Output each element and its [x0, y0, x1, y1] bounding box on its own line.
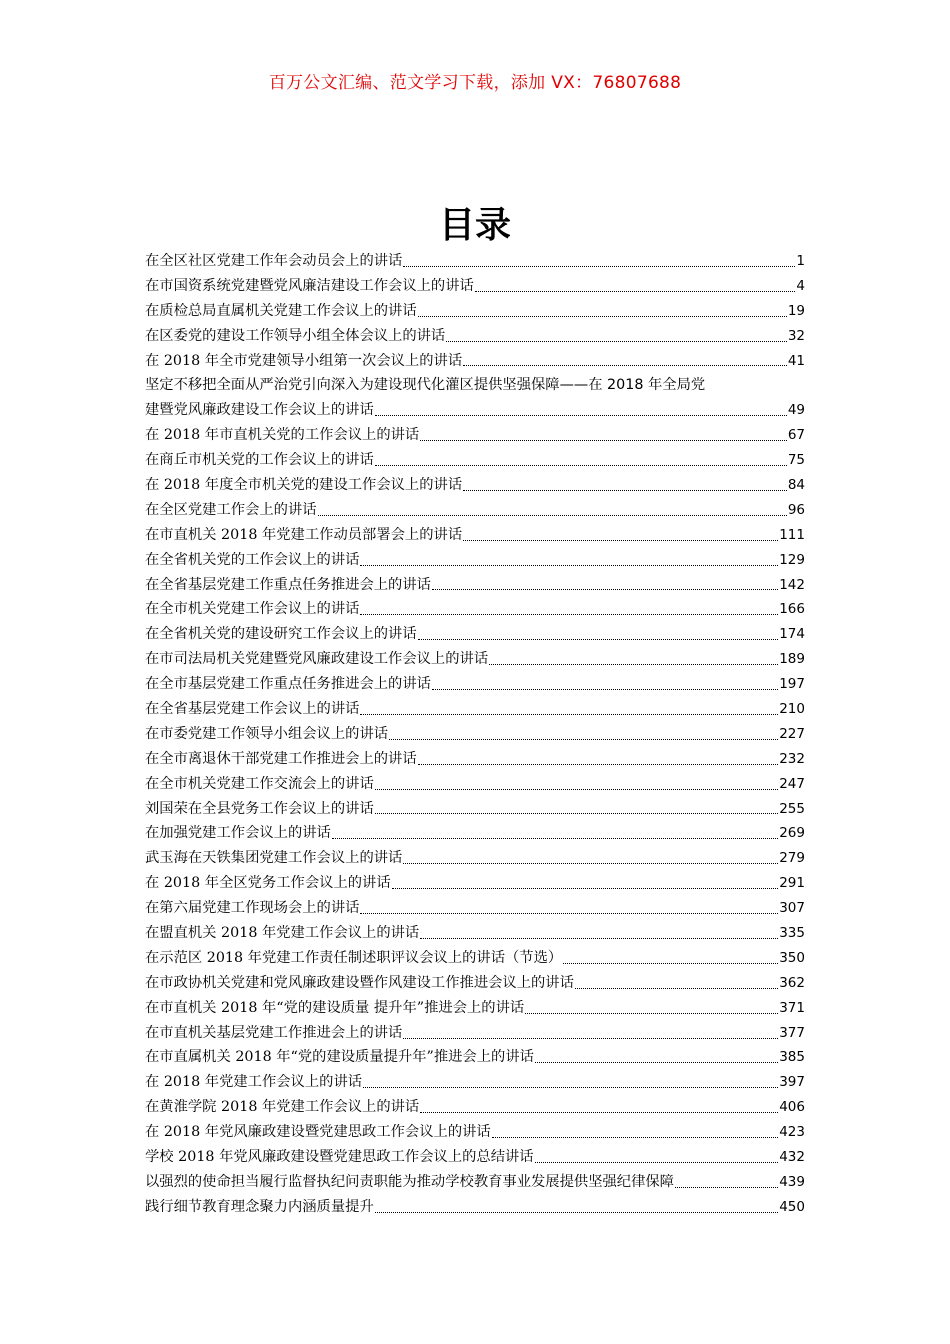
toc-entry-page: 450 [779, 1198, 805, 1215]
toc-entry[interactable] [145, 448, 805, 473]
toc-group-first [145, 249, 805, 373]
toc-entry-title: 在商丘市机关党的工作会议上的讲话 [145, 452, 374, 469]
toc-entry-title: 在黄淮学院 2018 年党建工作会议上的讲话 [145, 1099, 420, 1116]
toc-leader-dots [563, 963, 778, 964]
toc-entry-title: 在盟直机关 2018 年党建工作会议上的讲话 [145, 925, 420, 942]
toc-entry-title: 在区委党的建设工作领导小组全体会议上的讲话 [145, 327, 446, 344]
toc-entry-special-page: 49 [787, 402, 805, 419]
toc-entry[interactable] [145, 921, 805, 946]
toc-leader-dots [318, 515, 787, 516]
toc-entry-page: 19 [787, 302, 805, 319]
toc-entry-page: 67 [787, 427, 805, 444]
toc-entry-title: 在 2018 年市直机关党的工作会议上的讲话 [145, 427, 420, 444]
toc-entry[interactable] [145, 797, 805, 822]
toc-entry-page: 335 [779, 925, 805, 942]
toc-entry-page: 129 [779, 551, 805, 568]
toc-entry-page: 255 [779, 800, 805, 817]
toc-entry-title: 在全市机关党建工作会议上的讲话 [145, 601, 360, 618]
toc-leader-dots [463, 540, 778, 541]
toc-entry-page: 291 [779, 875, 805, 892]
toc-entry-title: 在全省基层党建工作会议上的讲话 [145, 701, 360, 718]
toc-entry[interactable] [145, 573, 805, 598]
toc-leader-dots [463, 365, 787, 366]
toc-entry-page: 174 [779, 626, 805, 643]
toc-entry-title: 武玉海在天铁集团党建工作会议上的讲话 [145, 850, 403, 867]
toc-leader-dots [418, 764, 779, 765]
toc-entry[interactable] [145, 349, 805, 374]
toc-entry-title: 在市委党建工作领导小组会议上的讲话 [145, 725, 389, 742]
toc-entry-title: 在全市基层党建工作重点任务推进会上的讲话 [145, 676, 431, 693]
toc-leader-dots [375, 415, 787, 416]
toc-leader-dots [360, 614, 778, 615]
toc-entry[interactable] [145, 722, 805, 747]
toc-leader-dots [489, 664, 778, 665]
toc-entry[interactable] [145, 672, 805, 697]
toc-leader-dots [575, 988, 778, 989]
toc-leader-dots [675, 1187, 778, 1188]
toc-leader-dots [403, 1038, 778, 1039]
toc-entry-page: 397 [779, 1074, 805, 1091]
toc-entry-title: 在加强党建工作会议上的讲话 [145, 825, 331, 842]
toc-entry[interactable] [145, 1120, 805, 1145]
toc-entry-page: 307 [779, 900, 805, 917]
toc-entry-title: 在 2018 年党建工作会议上的讲话 [145, 1074, 363, 1091]
toc-entry-page: 279 [779, 850, 805, 867]
toc-entry[interactable] [145, 324, 805, 349]
toc-entry-title: 学校 2018 年党风廉政建设暨党建思政工作会议上的总结讲话 [145, 1149, 534, 1166]
toc-entry-title: 践行细节教育理念聚力内涵质量提升 [145, 1198, 374, 1215]
toc-entry-page: 423 [779, 1124, 805, 1141]
toc-entry-title: 在 2018 年度全市机关党的建设工作会议上的讲话 [145, 477, 463, 493]
toc-leader-dots [360, 714, 778, 715]
toc-entry-page: 227 [779, 725, 805, 742]
toc-entry-special-title-b: ——在 2018 年全局党 [559, 377, 706, 394]
toc-entry[interactable] [145, 498, 805, 523]
toc-entry-page: 269 [779, 825, 805, 842]
toc-entry-page: 210 [779, 701, 805, 718]
toc-leader-dots [392, 888, 779, 889]
toc-entry-title: 在 2018 年党风廉政建设暨党建思政工作会议上的讲话 [145, 1124, 491, 1141]
toc-leader-dots [375, 813, 778, 814]
toc-leader-dots [432, 689, 778, 690]
toc-entry-title: 在市直机关 2018 年党建工作动员部署会上的讲话 [145, 526, 463, 543]
promo-header: 百万公文汇编、范文学习下载，添加 VX：76807688 [268, 73, 682, 93]
toc-leader-dots [420, 1112, 778, 1113]
toc-entry-title: 在全省机关党的工作会议上的讲话 [145, 551, 360, 568]
toc-leader-dots [418, 639, 779, 640]
toc-entry[interactable] [145, 274, 805, 299]
table-of-contents [145, 249, 805, 1220]
toc-entry-title: 在全市机关党建工作交流会上的讲话 [145, 775, 374, 792]
toc-leader-dots [389, 739, 778, 740]
toc-entry-page: 232 [779, 750, 805, 767]
toc-entry-special-line2 [145, 398, 805, 423]
toc-entry-title: 在市司法局机关党建暨党风廉政建设工作会议上的讲话 [145, 651, 489, 668]
toc-leader-dots [403, 863, 778, 864]
toc-entry[interactable] [145, 871, 805, 896]
toc-leader-dots [418, 316, 787, 317]
toc-leader-dots [535, 1062, 778, 1063]
toc-entry[interactable] [145, 622, 805, 647]
toc-entry[interactable] [145, 747, 805, 772]
toc-leader-dots [420, 440, 787, 441]
toc-entry[interactable] [145, 299, 805, 324]
toc-entry-page: 197 [779, 676, 805, 693]
toc-entry-page: 75 [787, 452, 805, 469]
toc-entry[interactable] [145, 1046, 805, 1071]
toc-leader-dots [535, 1162, 779, 1163]
toc-entry-title: 在全区党建工作会上的讲话 [145, 501, 317, 518]
toc-entry[interactable] [145, 1021, 805, 1046]
toc-entry[interactable] [145, 1095, 805, 1120]
toc-entry-page: 247 [779, 775, 805, 792]
toc-entry-page: 111 [779, 526, 805, 543]
toc-entry[interactable] [145, 249, 805, 274]
toc-entry-title: 在全省基层党建工作重点任务推进会上的讲话 [145, 576, 431, 593]
toc-entry-page: 371 [779, 999, 805, 1016]
toc-entry-page: 350 [779, 949, 805, 966]
toc-entry-page: 84 [787, 477, 805, 493]
toc-entry-page: 439 [779, 1173, 805, 1190]
toc-leader-dots [475, 291, 796, 292]
toc-leader-dots [446, 341, 787, 342]
toc-entry-title: 在第六届党建工作现场会上的讲话 [145, 900, 360, 917]
toc-entry-page: 32 [787, 327, 805, 344]
toc-entry-title: 刘国荣在全县党务工作会议上的讲话 [145, 800, 374, 817]
toc-entry-page: 4 [796, 277, 805, 294]
toc-entry[interactable] [145, 846, 805, 871]
toc-entry-special-title-a: 坚定不移把全面从严治党引向深入为建设现代化灌区提供坚强保障 [145, 377, 560, 394]
toc-entry[interactable] [145, 548, 805, 573]
toc-entry-title: 在市直机关 2018 年“党的建设质量 提升年”推进会上的讲话 [145, 999, 525, 1016]
toc-leader-dots [360, 913, 778, 914]
toc-entry-title: 在 2018 年全市党建领导小组第一次会议上的讲话 [145, 352, 463, 369]
toc-entry-page: 96 [787, 501, 805, 518]
toc-entry-page: 142 [779, 576, 805, 593]
toc-entry[interactable] [145, 996, 805, 1021]
toc-leader-dots [420, 938, 778, 939]
toc-leader-dots [432, 589, 778, 590]
toc-entry[interactable] [145, 473, 805, 498]
toc-entry[interactable] [145, 597, 805, 622]
toc-leader-dots [375, 465, 787, 466]
toc-entry[interactable] [145, 647, 805, 672]
toc-entry-title: 在质检总局直属机关党建工作会议上的讲话 [145, 302, 417, 319]
toc-entry[interactable] [145, 523, 805, 548]
toc-entry[interactable] [145, 971, 805, 996]
toc-leader-dots [375, 789, 778, 790]
toc-entry-page: 189 [779, 651, 805, 668]
toc-leader-dots [360, 565, 778, 566]
toc-leader-dots [463, 490, 787, 491]
toc-leader-dots [525, 1013, 778, 1014]
toc-entry-special-title-c: 建暨党风廉政建设工作会议上的讲话 [145, 402, 374, 419]
toc-entry[interactable] [145, 896, 805, 921]
toc-entry-title: 在示范区 2018 年党建工作责任制述职评议会议上的讲话（节选） [145, 949, 563, 966]
toc-entry-special[interactable] [145, 373, 805, 423]
toc-entry[interactable] [145, 423, 805, 448]
toc-entry-page: 377 [779, 1024, 805, 1041]
toc-entry-title: 在市直属机关 2018 年“党的建设质量提升年”推进会上的讲话 [145, 1049, 534, 1066]
toc-entry-title: 在市政协机关党建和党风廉政建设暨作风建设工作推进会议上的讲话 [145, 974, 574, 991]
toc-entry[interactable] [145, 1070, 805, 1095]
toc-leader-dots [332, 838, 778, 839]
toc-entry[interactable] [145, 697, 805, 722]
toc-entry-page: 362 [779, 974, 805, 991]
toc-entry[interactable] [145, 946, 805, 971]
toc-entry-title: 以强烈的使命担当履行监督执纪问责职能为推动学校教育事业发展提供坚强纪律保障 [145, 1173, 674, 1190]
toc-group-rest [145, 423, 805, 1220]
toc-entry-title: 在市国资系统党建暨党风廉洁建设工作会议上的讲话 [145, 277, 474, 294]
toc-entry-title: 在 2018 年全区党务工作会议上的讲话 [145, 875, 391, 892]
toc-leader-dots [375, 1212, 778, 1213]
toc-entry-page: 432 [779, 1149, 805, 1166]
toc-entry-title: 在全区社区党建工作年会动员会上的讲话 [145, 252, 403, 269]
toc-entry[interactable] [145, 821, 805, 846]
toc-entry[interactable] [145, 1145, 805, 1170]
toc-entry-title: 在市直机关基层党建工作推进会上的讲话 [145, 1024, 403, 1041]
toc-leader-dots [403, 266, 795, 267]
toc-entry-page: 406 [779, 1099, 805, 1116]
toc-entry-special-line1 [145, 373, 805, 398]
toc-entry[interactable] [145, 1170, 805, 1195]
toc-entry[interactable] [145, 772, 805, 797]
toc-entry-page: 1 [796, 252, 805, 269]
toc-leader-dots [492, 1137, 779, 1138]
toc-entry-page: 166 [779, 601, 805, 618]
toc-entry-title: 在全省机关党的建设研究工作会议上的讲话 [145, 626, 417, 643]
toc-entry-page: 41 [787, 352, 805, 369]
toc-entry[interactable] [145, 1195, 805, 1220]
toc-leader-dots [363, 1087, 778, 1088]
toc-entry-page: 385 [779, 1049, 805, 1066]
page-title: 目录 [438, 205, 511, 246]
toc-entry-title: 在全市离退休干部党建工作推进会上的讲话 [145, 750, 417, 767]
